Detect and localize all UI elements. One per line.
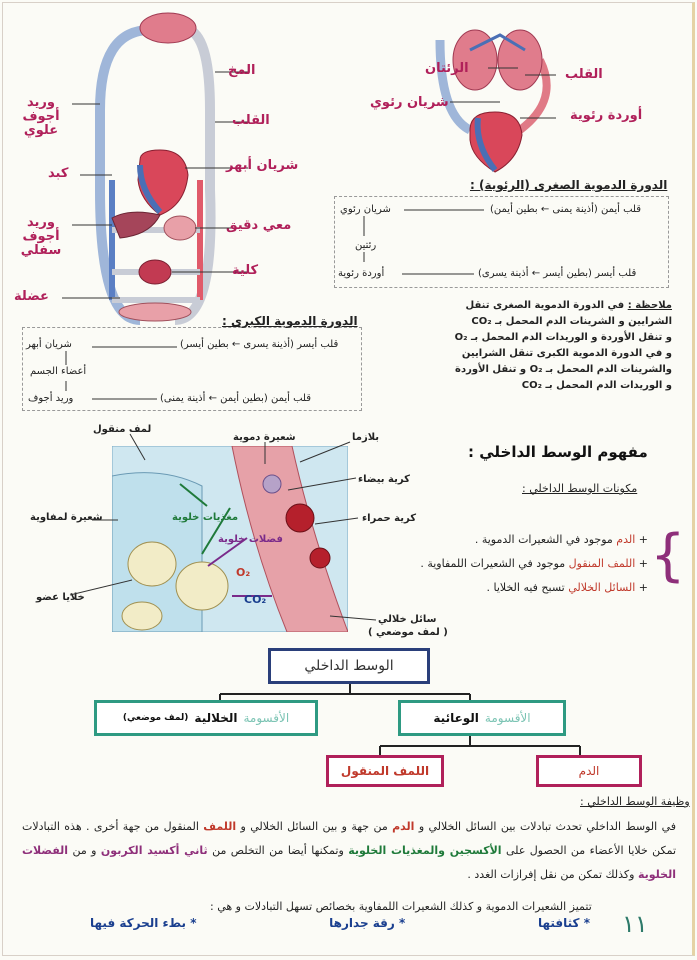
systemic-flow-vena-cava: وريد أجوف <box>28 393 74 404</box>
function-text-4: وتمكنها أيضا من التخلص من <box>212 844 344 857</box>
label-inf-vena-cava: وريد أجوف سفلي <box>20 215 62 258</box>
pulmonary-flow-arrows <box>334 196 667 286</box>
tissue-waste: فضلات خلوية <box>218 534 283 545</box>
label-liver: كبد <box>48 166 69 181</box>
label-intestine: معي دقيق <box>226 218 292 233</box>
tree-blood-label: الدم <box>578 764 600 778</box>
pulmonary-flow-line2: قلب أيسر (بطين أيسر ← أذينة يسرى) <box>478 268 637 279</box>
label-lymph-capillary: شعيرة لمفاوية <box>30 512 103 523</box>
property-2-text: رقة جدارها <box>329 916 395 930</box>
label-muscle: عضلة <box>14 289 49 304</box>
components-title: مكونات الوسط الداخلي : <box>522 482 638 495</box>
label-organ-cells: خلايا عضو <box>36 592 85 603</box>
function-text-5: و من <box>72 844 97 857</box>
label-lymph: لمف منقول <box>93 424 152 435</box>
component-lymph: + اللمف المنقول موجود في الشعيرات اللمفاوية . <box>420 557 648 570</box>
properties-row <box>90 916 590 930</box>
function-properties-intro: تتميز الشعيرات الدموية و كذلك الشعيرات اللمفاوية بخصائص تسهل التبادلات و هي : <box>210 900 592 913</box>
tree-vascular-bold: الوعائية <box>433 711 479 725</box>
component-interstitial-name: السائل الخلالي <box>568 581 636 594</box>
property-1-text: كثافتها <box>537 916 580 930</box>
property-3: * بطء الحركة فيها <box>90 916 197 930</box>
brain-organ <box>140 13 196 43</box>
component-interstitial-desc: تسبح فيه الخلايا . <box>486 581 565 594</box>
note-line-2: الشرايين و الشرينات الدم المحمل بـ CO₂ <box>471 316 672 327</box>
function-paragraph <box>22 815 676 887</box>
tree-cellular-box <box>94 700 318 736</box>
components-brace: } <box>650 523 686 588</box>
tree-root-label: الوسط الداخلي <box>304 658 394 674</box>
intestine-organ <box>164 216 196 240</box>
label-interstitial: سائل خلالي <box>378 614 437 625</box>
tree-lymph-label: اللمف المنقول <box>340 764 430 778</box>
systemic-title: الدورة الدموية الكبرى : <box>222 314 358 328</box>
label-blood-capillary: شعيرة دموية <box>233 432 296 443</box>
component-blood: + الدم موجود في الشعيرات الدموية . <box>474 533 648 546</box>
note-heading: ملاحظة : <box>627 300 672 311</box>
function-bold-co2: ثاني أكسيد الكربون <box>100 844 208 857</box>
tree-blood-box <box>536 755 642 787</box>
function-bold-waste: الفضلات الخلوية <box>22 844 676 881</box>
property-1: * كثافتها <box>537 916 590 930</box>
systemic-flow-line1: قلب أيسر (أذينة يسرى ← بطين أيسر) <box>180 339 339 350</box>
tissue-o2: O₂ <box>236 566 251 579</box>
function-bold-blood: الدم <box>392 820 415 833</box>
pulmonary-flow-artery: شريان رئوي <box>340 204 391 215</box>
systemic-flow-aorta: شريان أبهر <box>26 339 72 350</box>
muscle-organ <box>119 303 191 321</box>
systemic-flow-organs: أعضاء الجسم <box>30 366 87 377</box>
function-bold-lymph: اللمف <box>203 820 237 833</box>
component-lymph-desc: موجود في الشعيرات اللمفاوية . <box>420 557 566 570</box>
function-title: وظيفة الوسط الداخلي : <box>580 795 690 808</box>
pulmonary-title: الدورة الدموية الصغرى (الرئوية) : <box>470 178 668 192</box>
label-aorta: شريان أبهر <box>226 158 299 173</box>
tree-root-box <box>268 648 430 684</box>
function-text-2: من جهة و بين السائل الخلالي و <box>240 820 388 833</box>
note-text-1: في الدورة الدموية الصغرى تنقل <box>465 300 625 311</box>
pulmonary-flow-line1: قلب أيمن (أذينة يمنى ← بطين أيمن) <box>490 204 642 215</box>
property-3-text: بطء الحركة فيها <box>90 916 187 930</box>
pulmonary-flow-lungs: رئتين <box>355 240 377 251</box>
liver-organ <box>112 212 160 238</box>
label-heart: القلب <box>232 113 270 128</box>
tissue-co2: CO₂ <box>244 593 267 606</box>
function-bold-oxygen: الأكسجين والمغذيات الخلوية <box>348 844 502 857</box>
tree-vascular-box <box>398 700 566 736</box>
tree-cellular-prefix: الأقسومة <box>243 711 290 725</box>
label-lungs: الرئتان <box>425 61 469 76</box>
label-sup-vena-cava: وريد أجوف علوي <box>22 95 60 138</box>
page-number: ١١ <box>622 910 648 938</box>
component-lymph-name: اللمف المنقول <box>568 557 636 570</box>
note-line-4: و في الدورة الدموية الكبرى تنقل الشرايين <box>461 348 672 359</box>
component-blood-name: الدم <box>616 533 636 546</box>
tree-lymph-box <box>326 755 444 787</box>
function-text-1: في الوسط الداخلي تحدث تبادلات بين السائل الخلالي و <box>418 820 677 833</box>
tissue-nutrients: مغذيات خلوية <box>172 512 239 523</box>
note-line-1 <box>400 298 672 314</box>
label-white-cell: كرية بيضاء <box>358 474 410 485</box>
tissue-leader-lines <box>0 420 400 640</box>
pulmonary-flow-veins: أوردة رئوية <box>338 268 385 279</box>
property-2: * رقة جدارها <box>329 916 406 930</box>
function-text-3: المنقول من جهة أخرى . هذه التبادلات تمكن خلايا الأعضاء من الحصول على <box>22 820 677 857</box>
note-block <box>400 298 672 394</box>
label-pulmonary-veins: أوردة رئوية <box>570 108 643 123</box>
kidney-organ <box>139 260 171 284</box>
systemic-flow-line2: قلب أيمن (بطين أيمن ← أذينة يمنى) <box>160 393 312 404</box>
label-interstitial-sub: ( لمف موضعي ) <box>368 627 448 638</box>
note-line-5: والشرينات الدم المحمل بـ O₂ و تنقل الأوردة <box>455 364 672 375</box>
note-line-3: و تنقل الأوردة و الوريدات الدم المحمل بـ O₂ <box>454 332 672 343</box>
label-heart-right: القلب <box>565 67 603 82</box>
systemic-flow-arrows <box>22 327 360 409</box>
label-brain: المخ <box>228 63 256 78</box>
function-text-6: وكذلك تمكن من نقل إفرازات الغدد . <box>467 868 635 881</box>
tree-cellular-note: (لمف موضعي) <box>122 713 189 723</box>
label-kidney: كلية <box>232 263 259 278</box>
label-red-cell: كرية حمراء <box>362 513 417 524</box>
note-line-6: و الوريدات الدم المحمل بـ CO₂ <box>521 380 672 391</box>
internal-env-title: مفهوم الوسط الداخلي : <box>468 443 648 461</box>
components-list <box>380 528 648 600</box>
label-pulmonary-artery: شريان رئوي <box>370 95 449 110</box>
tree-vascular-prefix: الأقسومة <box>484 711 531 725</box>
tree-cellular-bold: الخلالية <box>194 711 238 725</box>
component-blood-desc: موجود في الشعيرات الدموية . <box>474 533 613 546</box>
component-interstitial: + السائل الخلالي تسبح فيه الخلايا . <box>486 581 648 594</box>
label-plasma: بلازما <box>352 432 380 443</box>
